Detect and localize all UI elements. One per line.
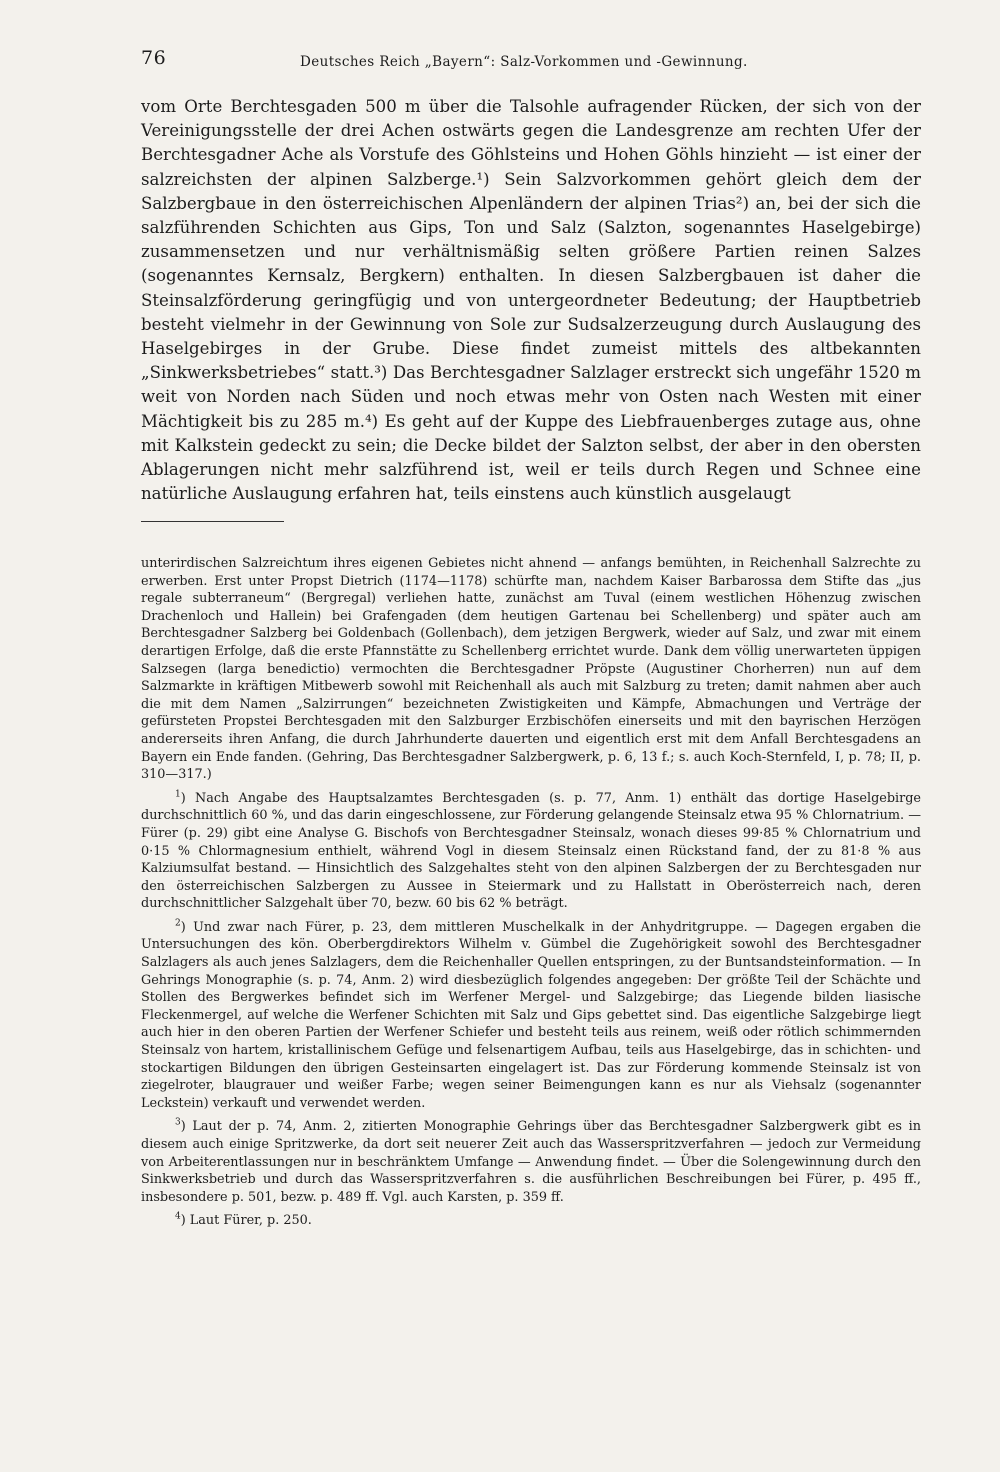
footnote-mark: 3 — [175, 1118, 181, 1129]
page-number: 76 — [141, 47, 167, 69]
footnote-mark: 1 — [175, 789, 181, 800]
running-head: Deutsches Reich „Bayern“: Salz-Vorkommen und -Gewinnung. — [300, 54, 748, 70]
footnote-mark: 2 — [175, 918, 181, 929]
main-text — [141, 95, 921, 506]
footnotes — [141, 555, 921, 1236]
footnote-4: $^4$) Laut Fürer, p. 250. — [175, 1212, 312, 1229]
footnote-3: $^3$) Laut der p. 74, Anm. 2, zitierten Monographie Gehrings über das Berchtesgadner Salzbergwerk gibt es in diesem auch einige Spritzwerke, da dort seit neuerer Zeit auch das Wasserspritzverfahren — jedoch zur Vermeidung von Arbeiterentlassungen nur in beschränktem Umfange — Anwendung findet. — Über die Solengewinnung durch den Sinkwerksbetrieb und durch das Wasserspritzverfahren s. die ausführlichen Beschreibungen bei Fürer, p. 495 ff., insbesondere p. 501, bezw. p. 489 ff. Vgl. auch Karsten, p. 359 ff. — [141, 1118, 921, 1205]
footnote-mark: 4 — [175, 1212, 181, 1223]
footnote-2: $^2$) Und zwar nach Fürer, p. 23, dem mittleren Muschelkalk in der Anhydritgruppe. — Dagegen ergaben die Untersuchungen des kön. Oberbergdirektors Wilhelm v. Gümbel die Zugehörigkeit sowohl des Berchtesgadner Salzlagers als auch jenes Salzlagers, dem die Reichenhaller Quellen entspringen, zu der Buntsandsteinformation. — In Gehrings Monographie (s. p. 74, Anm. 2) wird diesbezüglich folgendes angegeben: Der größte Teil der Schächte und Stollen des Bergwerkes befindet sich im Werfener Mergel- und Salzgebirge; das Liegende bilden liasische Fleckenmergel, auf welche die Werfener Schichten mit Salz und Gips gebettet sind. Das eigentliche Salzgebirge liegt auch hier in den oberen Partien der Werfener Schiefer und besteht teils aus reinem, weiß oder rötlich schimmernden Steinsalz von hartem, kristallinischem Gefüge und felsenartigem Aufbau, teils aus Haselgebirge, das in schichten- und stockartigen Bildungen den übrigen Gesteinsarten eingelagert ist. Das zur Förderung kommende Steinsalz ist von ziegelroter, blaugrauer und weißer Farbe; wegen seiner Beimengungen kann es nur als Viehsalz (sogenannter Leckstein) verkauft und verwendet werden. — [141, 918, 921, 1111]
footnote-text: Nach Angabe des Hauptsalzamtes Berchtesgaden (s. p. 77, Anm. 1) enthält das dortige Haselgebirge durchschnittlich 60 %, und das darin eingeschlossene, zur Förderung gelangende Steinsalz etwa 95 % Chlornatrium. — Fürer (p. 29) gibt eine Analyse G. Bischofs von Berchtesgadner Steinsalz, wonach dieses 99·85 % Chlornatrium und 0·15 % Chlormagnesium enthielt, während Vogl in diesem Steinsalz einen Rückstand fand, der zu 81·8 % aus Kalziumsulfat bestand. — Hinsichtlich des Salzgehaltes steht von den alpinen Salzbergen der zu Berchtesgaden nur den österreichischen Salzbergen zu Aussee in Steiermark und zu Hallstatt in Oberösterreich nach, deren durchschnittlicher Salzgehalt über 70, bezw. 60 bis 62 % beträgt. — [141, 790, 921, 912]
footnote-separator — [141, 521, 284, 522]
footnote-continuation: unterirdischen Salzreichtum ihres eigenen Gebietes nicht ahnend — anfangs bemühten, in Reichenhall Salzrechte zu erwerben. Erst unter Propst Dietrich (1174—1178) schürfte man, nachdem Kaiser Barbarossa dem Stifte das „jus regale subterraneum“ (Bergregal) verliehen hatte, zunächst am Tuval (einem westlichen Höhenzug zwischen Drachenloch und Hallein) bei Grafengaden (dem heutigen Gartenau bei Schellenberg) und später auch am Berchtesgadner Salzberg bei Goldenbach (Gollenbach), dem jetzigen Bergwerk, wieder auf Salz, und zwar mit einem derartigen Erfolge, daß die erste Pfannstätte zu Schellenberg errichtet wurde. Dank dem völlig unerwarteten üppigen Salzsegen (larga benedictio) vermochten die Berchtesgadner Pröpste (Augustiner Chorherren) nun auf dem Salzmarkte in kräftigen Mitbewerb sowohl mit Reichenhall als auch mit Salzburg zu treten; damit nahmen aber auch die mit dem Namen „Salzirrungen“ bezeichneten Zwistigkeiten und Kämpfe, Abmachungen und Verträge der gefürsteten Propstei Berchtesgaden mit den Salzburger Erzbischöfen einerseits und mit den bayrischen Herzögen andererseits ihren Anfang, die durch Jahrhunderte dauerten und eigentlich erst mit dem Anfall Berchtesgadens an Bayern ein Ende fanden. (Gehring, Das Berchtesgadner Salzbergwerk, p. 6, 13 f.; s. auch Koch-Sternfeld, I, p. 78; II, p. 310—317.) — [141, 556, 921, 783]
footnote-text: Laut der p. 74, Anm. 2, zitierten Monographie Gehrings über das Berchtesgadner Salzbergwerk gibt es in diesem auch einige Spritzwerke, da dort seit neuerer Zeit auch das Wasserspritzverfahren — jedoch zur Vermeidung von Arbeiterentlassungen nur in beschränktem Umfange — Anwendung findet. — Über die Solengewinnung durch den Sinkwerksbetrieb und durch das Wasserspritzverfahren s. die ausführlichen Beschreibungen bei Fürer, p. 495 ff., insbesondere p. 501, bezw. p. 489 ff. Vgl. auch Karsten, p. 359 ff. — [141, 1119, 921, 1205]
footnote-text: Laut Fürer, p. 250. — [189, 1213, 312, 1229]
body-paragraph: vom Orte Berchtesgaden 500 m über die Talsohle aufragender Rücken, der sich von der Vereinigungsstelle der drei Achen ostwärts gegen die Landesgrenze am rechten Ufer der Berchtesgadner Ache als Vorstufe des Göhlsteins und Hohen Göhls hinzieht — ist einer der salzreichsten der alpinen Salzberge.¹) Sein Salzvorkommen gehört gleich dem der Salzbergbaue in den österreichischen Alpenländern der alpinen Trias²) an, bei der sich die salzführenden Schichten aus Gips, Ton und Salz (Salzton, sogenanntes Haselgebirge) zusammensetzen und nur verhältnismäßig selten größere Partien reinen Salzes (sogenanntes Kernsalz, Bergkern) enthalten. In diesen Salzbergbauen ist daher die Steinsalzförderung geringfügig und von untergeordneter Bedeutung; der Hauptbetrieb besteht vielmehr in der Gewinnung von Sole zur Sudsalzerzeugung durch Auslaugung des Haselgebirges in der Grube. Diese findet zumeist mittels des altbekannten „Sinkwerksbetriebes“ statt.³) Das Berchtesgadner Salzlager erstreckt sich ungefähr 1520 m weit von Norden nach Süden und noch etwas mehr von Osten nach Westen mit einer Mächtigkeit bis zu 285 m.⁴) Es geht auf der Kuppe des Liebfrauenberges zutage aus, ohne mit Kalkstein gedeckt zu sein; die Decke bildet der Salzton selbst, der aber in den obersten Ablagerungen nicht mehr salzführend ist, weil er teils durch Regen und Schnee eine natürliche Auslaugung erfahren hat, teils einstens auch künstlich ausgelaugt — [141, 97, 921, 504]
footnote-1: $^1$) Nach Angabe des Hauptsalzamtes Berchtesgaden (s. p. 77, Anm. 1) enthält das dortige Haselgebirge durchschnittlich 60 %, und das darin eingeschlossene, zur Förderung gelangende Steinsalz etwa 95 % Chlornatrium. — Fürer (p. 29) gibt eine Analyse G. Bischofs von Berchtesgadner Steinsalz, wonach dieses 99·85 % Chlornatrium und 0·15 % Chlormagnesium enthielt, während Vogl in diesem Steinsalz einen Rückstand fand, der zu 81·8 % aus Kalziumsulfat bestand. — Hinsichtlich des Salzgehaltes steht von den alpinen Salzbergen der zu Berchtesgaden nur den österreichischen Salzbergen zu Aussee in Steiermark und zu Hallstatt in Oberösterreich nach, deren durchschnittlicher Salzgehalt über 70, bezw. 60 bis 62 % beträgt. — [141, 789, 921, 912]
footnote-text: Und zwar nach Fürer, p. 23, dem mittleren Muschelkalk in der Anhydritgruppe. — Dagegen ergaben die Untersuchungen des kön. Oberbergdirektors Wilhelm v. Gümbel die Zugehörigkeit sowohl des Berchtesgadner Salzlagers als auch jenes Salzlagers, dem die Reichenhaller Quellen entspringen, zu der Buntsandsteinformation. — In Gehrings Monographie (s. p. 74, Anm. 2) wird diesbezüglich folgendes angegeben: Der größte Teil der Schächte und Stollen des Bergwerkes befindet sich im Werfener Mergel- und Salzgebirge; das Liegende bilden liasische Fleckenmergel, auf welche die Werfener Schichten mit Salz und Gips gebettet sind. Das eigentliche Salzgebirge liegt auch hier in den oberen Partien der Werfener Schiefer und besteht teils aus reinem, weiß oder rötlich schimmernden Steinsalz von hartem, kristallinischem Gefüge und felsenartigem Aufbau, teils aus Haselgebirge, das in schichten- und stockartigen Bildungen den übrigen Gesteinsarten eingelagert ist. Das zur Förderung kommende Steinsalz ist von ziegelroter, blaugrauer und weißer Farbe; wegen seiner Beimengungen kann es nur als Viehsalz (sogenannter Leckstein) verkauft und verwendet werden. — [141, 919, 921, 1111]
